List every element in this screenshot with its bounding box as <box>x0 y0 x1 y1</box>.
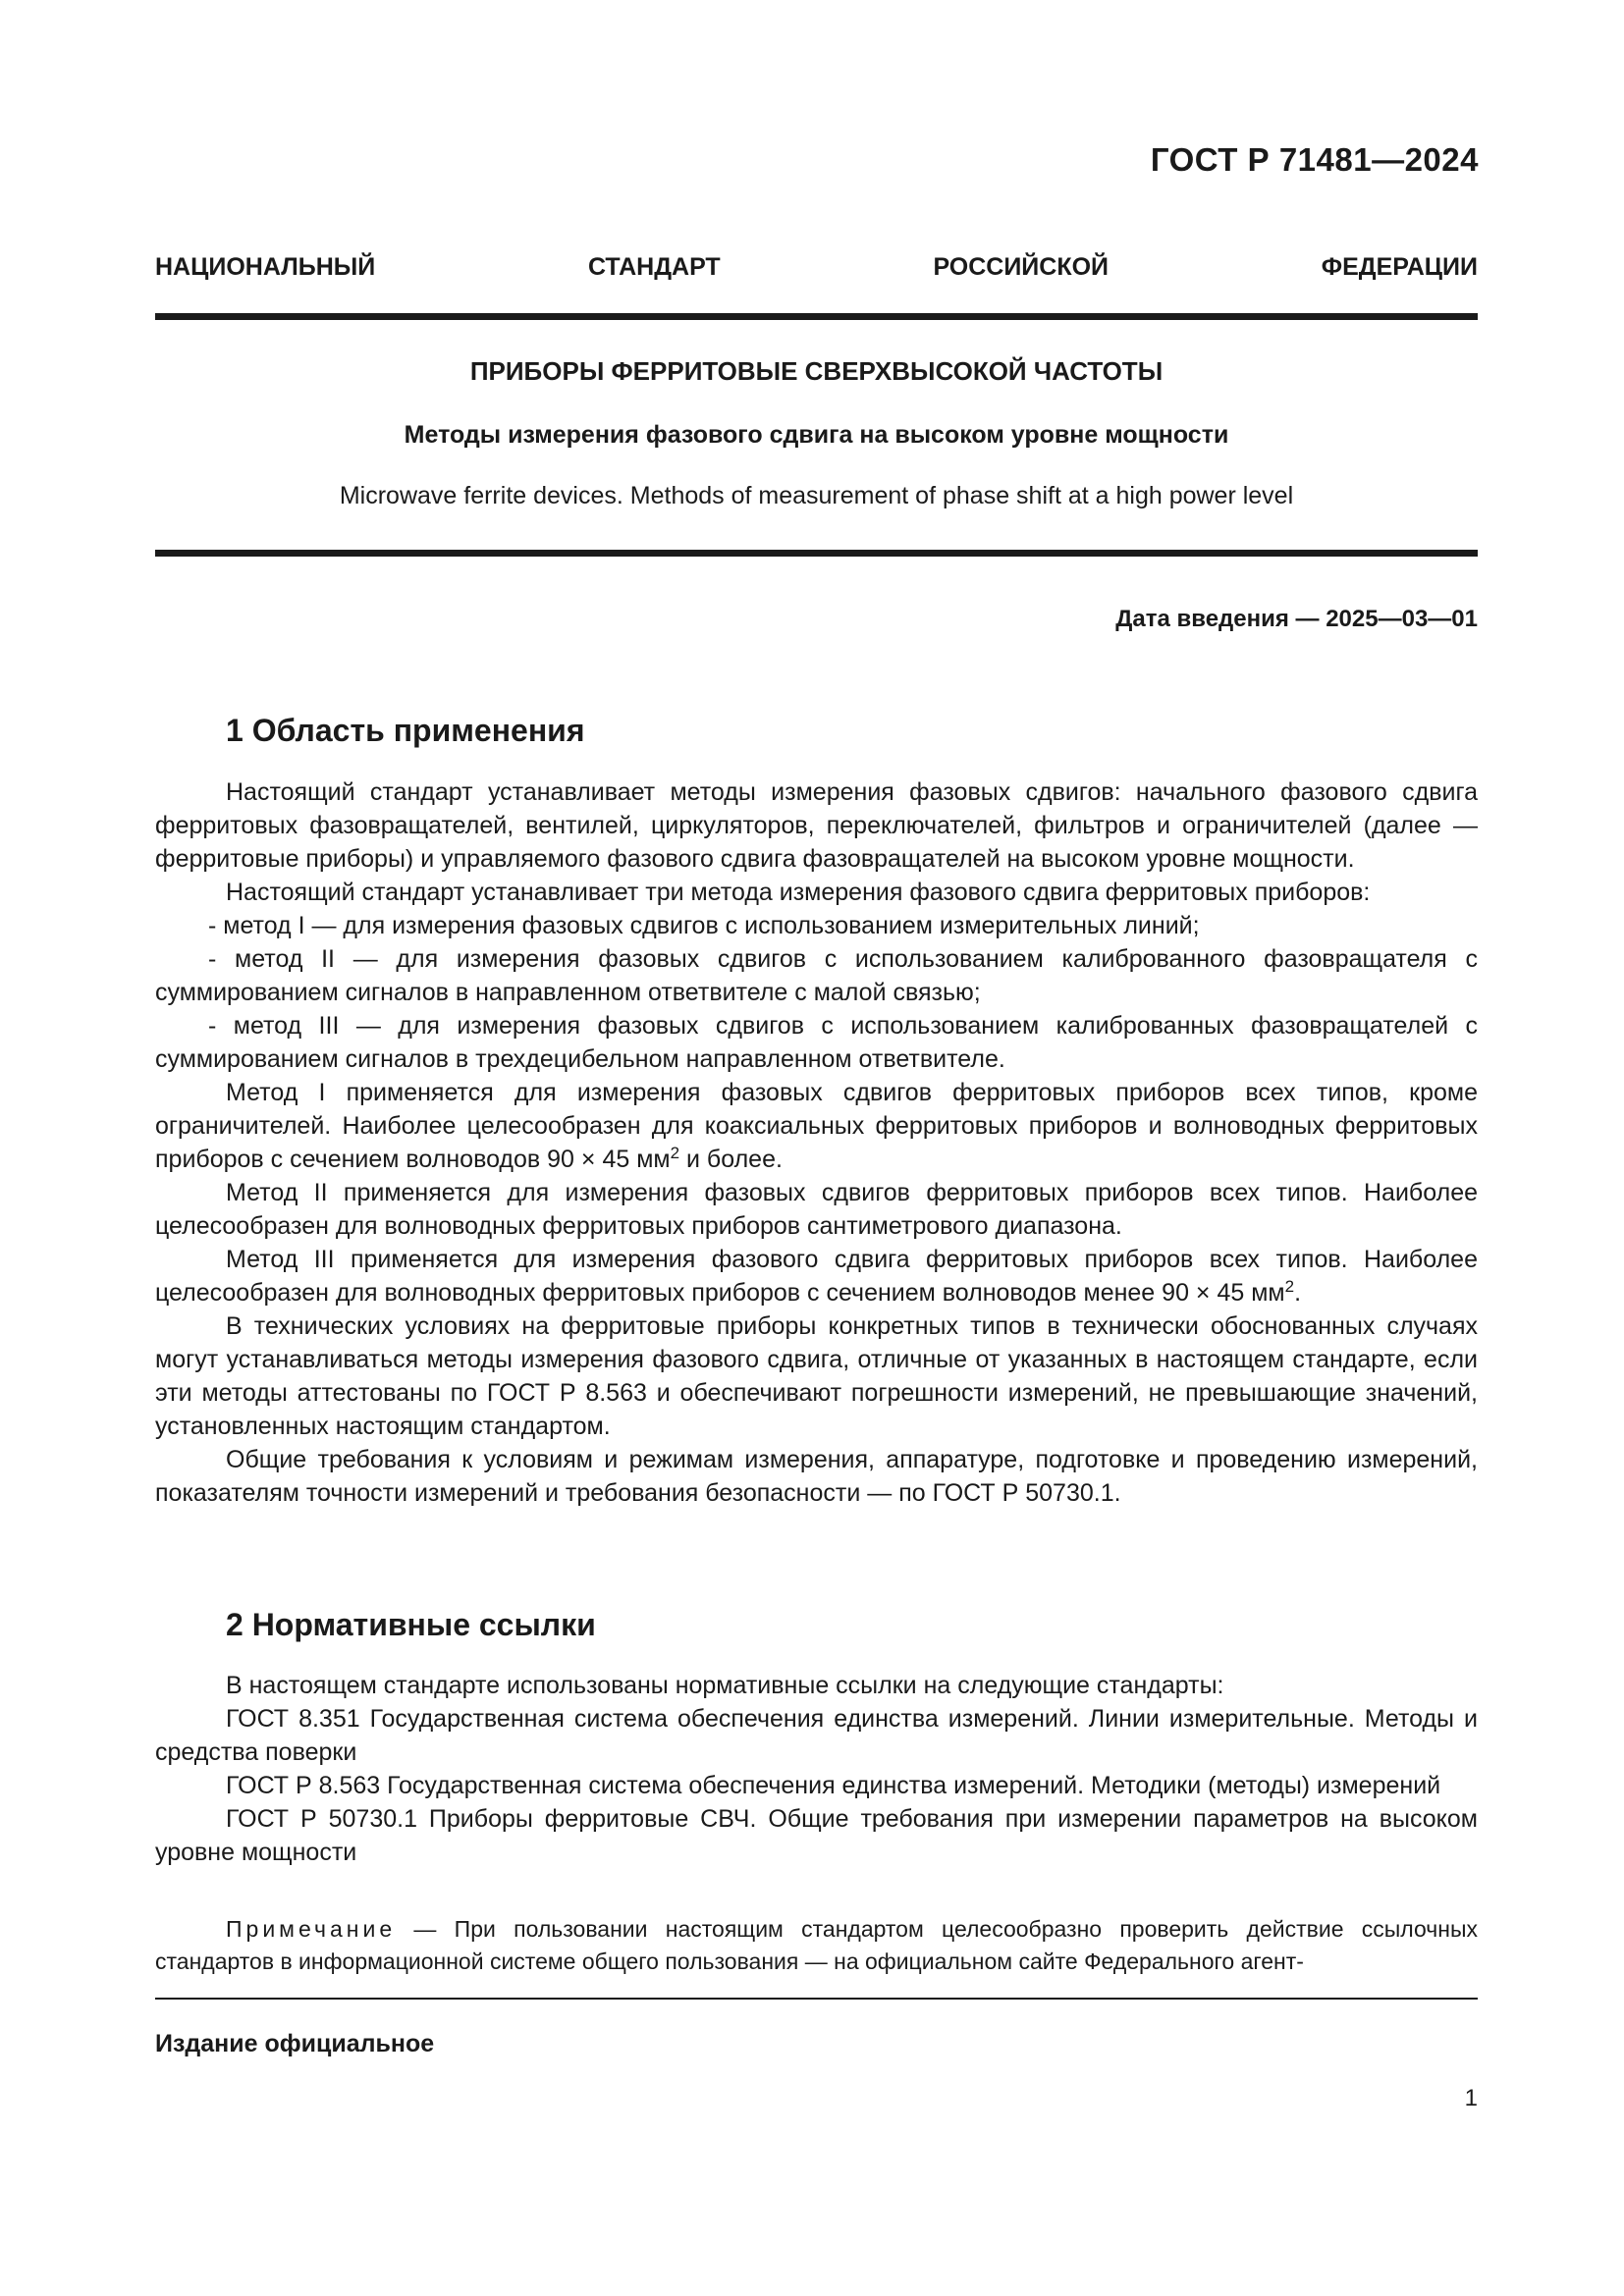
paragraph: В настоящем стандарте использованы нормативные ссылки на следующие стандарты: <box>226 1672 1224 1699</box>
section-1-body <box>155 775 1478 1510</box>
text-run: Метод I применяется для измерения фазовых сдвигов ферритовых приборов всех типов, кроме ограничителей. Наиболее целесообразен для коаксиальных ферритовых приборов и волноводных ферритовых приборов с сечением волноводов 90 × 45 мм <box>155 1079 1478 1173</box>
introduction-date: Дата введения — 2025—03—01 <box>1115 606 1478 632</box>
list-item: - метод II — для измерения фазовых сдвигов с использованием калиброванного фазовращателя с суммированием сигналов в направленном ответвителе с малой связью; <box>155 945 1478 1006</box>
reference-item: ГОСТ Р 50730.1 Приборы ферритовые СВЧ. Общие требования при измерении параметров на высоком уровне мощности <box>155 1805 1478 1866</box>
paragraph: В технических условиях на ферритовые приборы конкретных типов в технически обоснованных случаях могут устанавливаться методы измерения фазового сдвига, отличные от указанных в настоящем стандарте, если эти методы аттестованы по ГОСТ Р 8.563 и обеспечивают погрешности измерений, не превышающие значений, установленных настоящим стандартом. <box>155 1312 1478 1440</box>
paragraph: Настоящий стандарт устанавливает три метода измерения фазового сдвига ферритовых приборов: <box>226 879 1371 906</box>
paragraph: Настоящий стандарт устанавливает методы измерения фазовых сдвигов: начального фазового сдвига ферритовых фазовращателей, вентилей, циркуляторов, переключателей, фильтров и ограничителей (далее — ферритовые приборы) и управляемого фазового сдвига фазовращателей на высоком уровне мощности. <box>155 778 1478 873</box>
section-1-heading: 1 Область применения <box>226 713 585 748</box>
superscript: 2 <box>670 1144 680 1162</box>
document-subtitle: Методы измерения фазового сдвига на высоком уровне мощности <box>404 421 1229 449</box>
superscript: 2 <box>1284 1277 1295 1296</box>
list-item: - метод I — для измерения фазовых сдвигов с использованием измерительных линий; <box>208 912 1200 939</box>
top-divider <box>155 313 1478 320</box>
document-number: ГОСТ Р 71481—2024 <box>1150 141 1479 178</box>
document-title: ПРИБОРЫ ФЕРРИТОВЫЕ СВЕРХВЫСОКОЙ ЧАСТОТЫ <box>469 356 1164 386</box>
section-2-body <box>155 1669 1478 1869</box>
edition-label: Издание официальное <box>155 2030 435 2057</box>
national-standard-banner: НАЦИОНАЛЬНЫЙ СТАНДАРТ РОССИЙСКОЙ ФЕДЕРАЦИИ <box>155 253 1478 281</box>
reference-item: ГОСТ Р 8.563 Государственная система обеспечения единства измерений. Методики (методы) измерений <box>226 1772 1441 1799</box>
english-title: Microwave ferrite devices. Methods of measurement of phase shift at a high power level <box>339 482 1294 509</box>
text-run: и более. <box>679 1146 783 1173</box>
text-run: Метод III применяется для измерения фазового сдвига ферритовых приборов всех типов. Наиболее целесообразен для волноводных ферритовых приборов с сечением волноводов менее 90 × 45 мм <box>155 1246 1478 1307</box>
page-number: 1 <box>1464 2085 1478 2111</box>
section-2-heading: 2 Нормативные ссылки <box>226 1607 596 1642</box>
paragraph <box>155 1076 1478 1176</box>
note-body: — При пользовании настоящим стандартом целесообразно проверить действие ссылочных стандартов в информационной системе общего пользования — на официальном сайте Федерального агент- <box>155 1916 1478 1974</box>
note <box>155 1913 1478 1978</box>
note-label: Примечание <box>226 1916 397 1942</box>
text-run: . <box>1294 1279 1302 1307</box>
paragraph <box>155 1243 1478 1309</box>
paragraph: Общие требования к условиям и режимам измерения, аппаратуре, подготовке и проведению измерений, показателям точности измерений и требования безопасности — по ГОСТ Р 50730.1. <box>155 1446 1478 1507</box>
paragraph: Метод II применяется для измерения фазовых сдвигов ферритовых приборов всех типов. Наиболее целесообразен для волноводных ферритовых приборов сантиметрового диапазона. <box>155 1179 1478 1240</box>
reference-item: ГОСТ 8.351 Государственная система обеспечения единства измерений. Линии измерительные. Методы и средства поверки <box>155 1705 1478 1766</box>
list-item: - метод III — для измерения фазовых сдвигов с использованием калиброванных фазовращателей с суммированием сигналов в трехдецибельном направленном ответвителе. <box>155 1012 1478 1073</box>
footer-divider <box>155 1998 1478 2000</box>
note-text <box>155 1913 1478 1978</box>
title-divider <box>155 550 1478 557</box>
